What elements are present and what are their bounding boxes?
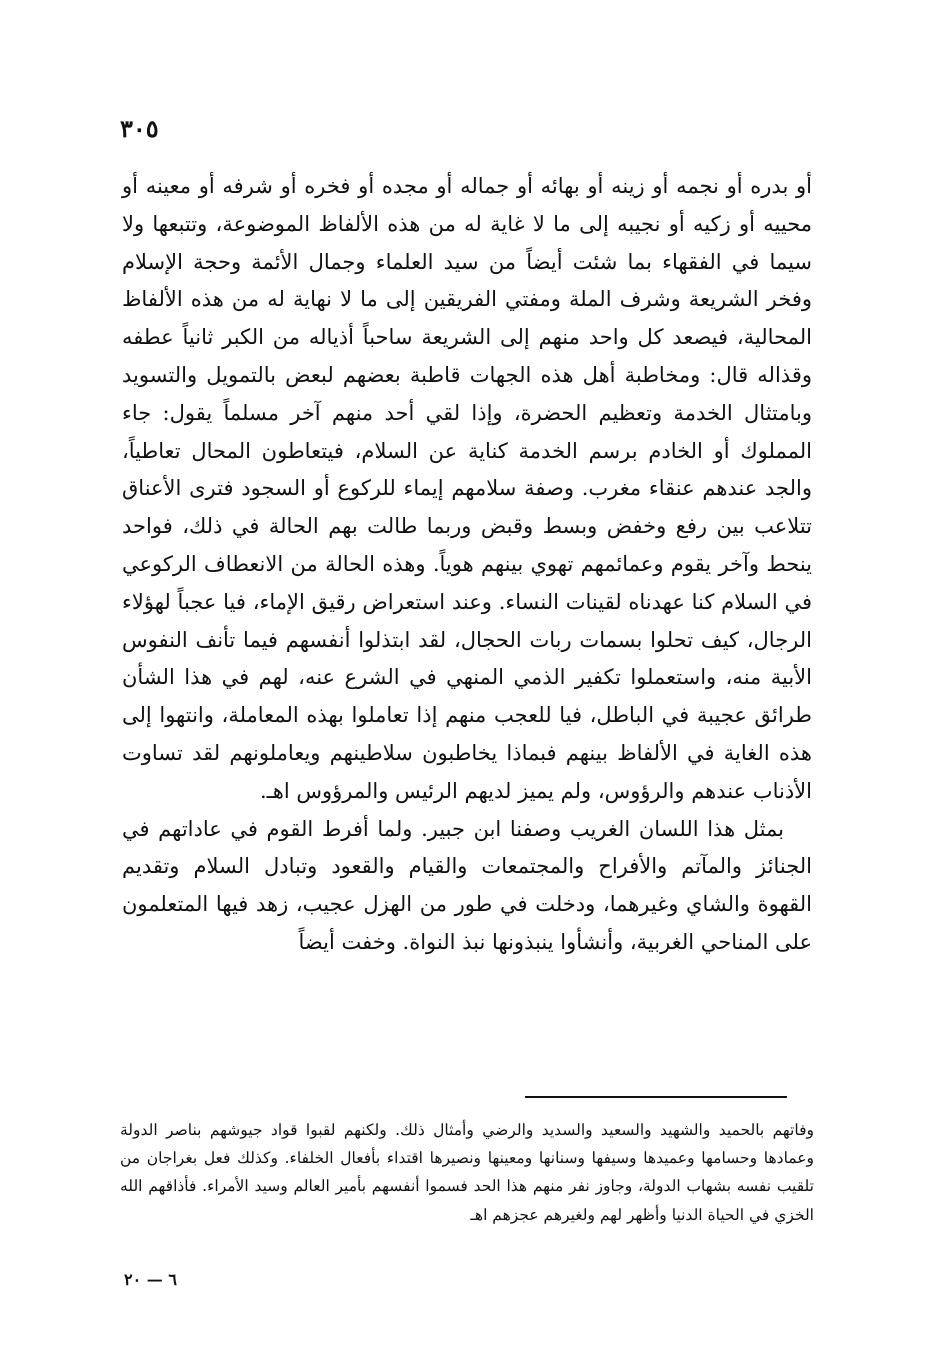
footnote-divider	[525, 1096, 787, 1098]
paragraph-2: بمثل هذا اللسان الغريب وصفنا ابن جبير. ولما أفرط القوم في عاداتهم في الجنائز والمآتم والأفراح والمجتمعات والقيام والقعود وتبادل السلام وتقديم القهوة والشاي وغيرهما، ودخلت في طور من الهزل عجيب، زهد فيها المتعلمون على المناحي الغربية، وأنشأوا ينبذونها نبذ النواة. وخفت أيضاً	[122, 816, 812, 954]
footnote-text: وفاتهم بالحميد والشهيد والسعيد والسديد والرضي وأمثال ذلك. ولكنهم لقبوا قواد جيوشهم بناصر الدولة وعمادها وحسامها وعميدها وسيفها وسنانها ومعينها ونصيرها اقتداء بأفعال الخلفاء. وكذلك فعل بغراجان من تلقيب نفسه بشهاب الدولة، وجاوز نفر منهم هذا الحد فسموا أنفسهم بأمير العالم وسيد الأمراء. فأذاقهم الله الخزي في الحياة الدنيا وأظهر لهم ولغيرهم عجزهم اهـ	[120, 1121, 814, 1224]
main-text	[122, 168, 812, 962]
page-number: ٣٠٥	[120, 114, 159, 143]
paragraph-1: أو بدره أو نجمه أو زينه أو بهائه أو جماله أو مجده أو فخره أو شرفه أو معينه أو محييه أو زكيه أو نجيبه إلى ما لا غاية له من هذه الألفاظ الموضوعة، وتتبعها ولا سيما في الفقهاء بما شئت أيضاً من سيد العلماء وجمال الأئمة وحجة الإسلام وفخر الشريعة وشرف الملة ومفتي الفريقين إلى ما لا نهاية له من هذه الألفاظ المحالية، فيصعد كل واحد منهم إلى الشريعة ساحباً أذياله من الكبر ثانياً عطفه وقذاله قال: ومخاطبة أهل هذه الجهات قاطبة بعضهم لبعض بالتمويل والتسويد وبامتثال الخدمة وتعظيم الحضرة، وإذا لقي أحد منهم آخر مسلماً يقول: جاء المملوك أو الخادم برسم الخدمة كناية عن السلام، فيتعاطون المحال تعاطياً، والجد عندهم عنقاء مغرب. وصفة سلامهم إيماء للركوع أو السجود فترى الأعناق تتلاعب بين رفع وخفض وبسط وقبض وربما طالت بهم الحالة في ذلك، فواحد ينحط وآخر يقوم وعمائمهم تهوي بينهم هوياً. وهذه الحالة من الانعطاف الركوعي في السلام كنا عهدناه لقينات النساء. وعند استعراض رقيق الإماء، فيا عجباً لهؤلاء الرجال، كيف تحلوا بسمات ربات الحجال، لقد ابتذلوا أنفسهم فيما تأنف النفوس الأبية منه، واستعملوا تكفير الذمي المنهي في الشرع عنه، لهم في هذا الشأن طرائق عجيبة في الباطل، فيا للعجب منهم إذا تعاملوا بهذه المعاملة، وانتهوا إلى هذه الغاية في الألفاظ بينهم فبماذا يخاطبون سلاطينهم ويعاملونهم لقد تساوت الأذناب عندهم والرؤوس، ولم يميز لديهم الرئيس والمرؤوس اهـ.	[122, 174, 812, 803]
printer-signature: ٦ — ٢٠	[124, 1270, 177, 1289]
